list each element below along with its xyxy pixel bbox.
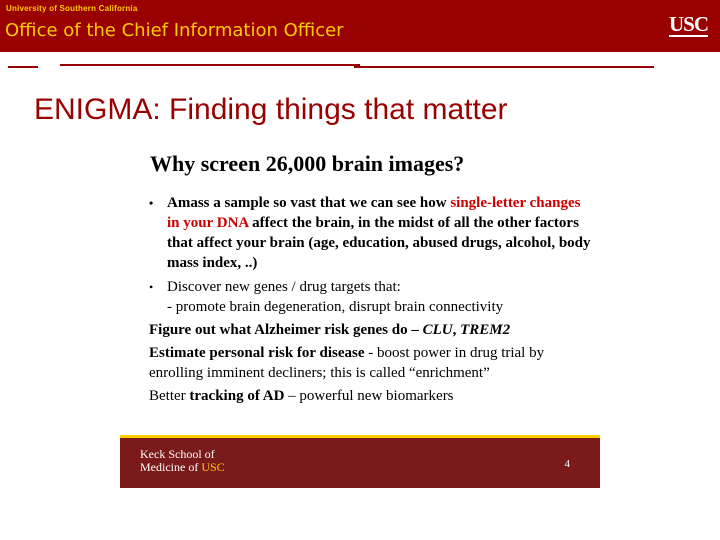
line-text: Figure out what Alzheimer risk genes do – [149, 322, 423, 338]
divider-line [60, 64, 360, 66]
office-name: Office of the Chief Information Officer [5, 20, 344, 41]
header-bar [0, 0, 720, 52]
bullet-text: Amass a sample so vast that we can see how [167, 195, 451, 211]
line-tracking [149, 386, 594, 406]
page-number: 4 [564, 458, 570, 470]
usc-wordmark: USC [201, 460, 225, 474]
line-text: Better [149, 388, 190, 404]
separator: , [452, 322, 461, 338]
bullet-amass [149, 193, 594, 273]
line-risk [149, 343, 594, 383]
slide-footer [120, 435, 600, 488]
bullet-dot: • [149, 196, 154, 210]
bullet-text: Discover new genes / drug targets that: [167, 279, 401, 295]
divider-line [354, 66, 654, 68]
sub-item: - promote brain degeneration, disrupt brain connectivity [167, 299, 504, 315]
line-alzheimer [149, 320, 594, 340]
bold-text: tracking of AD [189, 388, 285, 404]
bullet-dot: • [149, 280, 154, 294]
line-text: – powerful new biomarkers [284, 388, 454, 404]
usc-logo: USC [668, 12, 708, 36]
bold-text: Estimate personal risk for disease [149, 345, 365, 361]
gene-name: CLU [422, 322, 453, 338]
page-title: ENIGMA: Finding things that matter [34, 93, 508, 126]
school-name-line [140, 461, 225, 474]
line-text: - boost power in drug trial by enrolling imminent decliners; this is called “enrichment” [149, 345, 545, 381]
university-name: University of Southern California [6, 4, 138, 13]
bullet-text: affect the brain, in the midst of all the other factors that affect your brain (age, education, abused drugs, alcohol, body mass index, ..) [167, 215, 591, 271]
keck-school-logo [140, 448, 225, 474]
divider-line [8, 66, 38, 68]
gene-name: TREM2 [460, 322, 511, 338]
slide-heading: Why screen 26,000 brain images? [150, 151, 465, 176]
school-name-text: Medicine of [140, 460, 202, 474]
bullet-discover [149, 277, 594, 297]
slide-body [149, 193, 594, 406]
highlight-text: single-letter changes in your DNA [167, 195, 581, 231]
school-name-line: Keck School of [140, 447, 215, 461]
